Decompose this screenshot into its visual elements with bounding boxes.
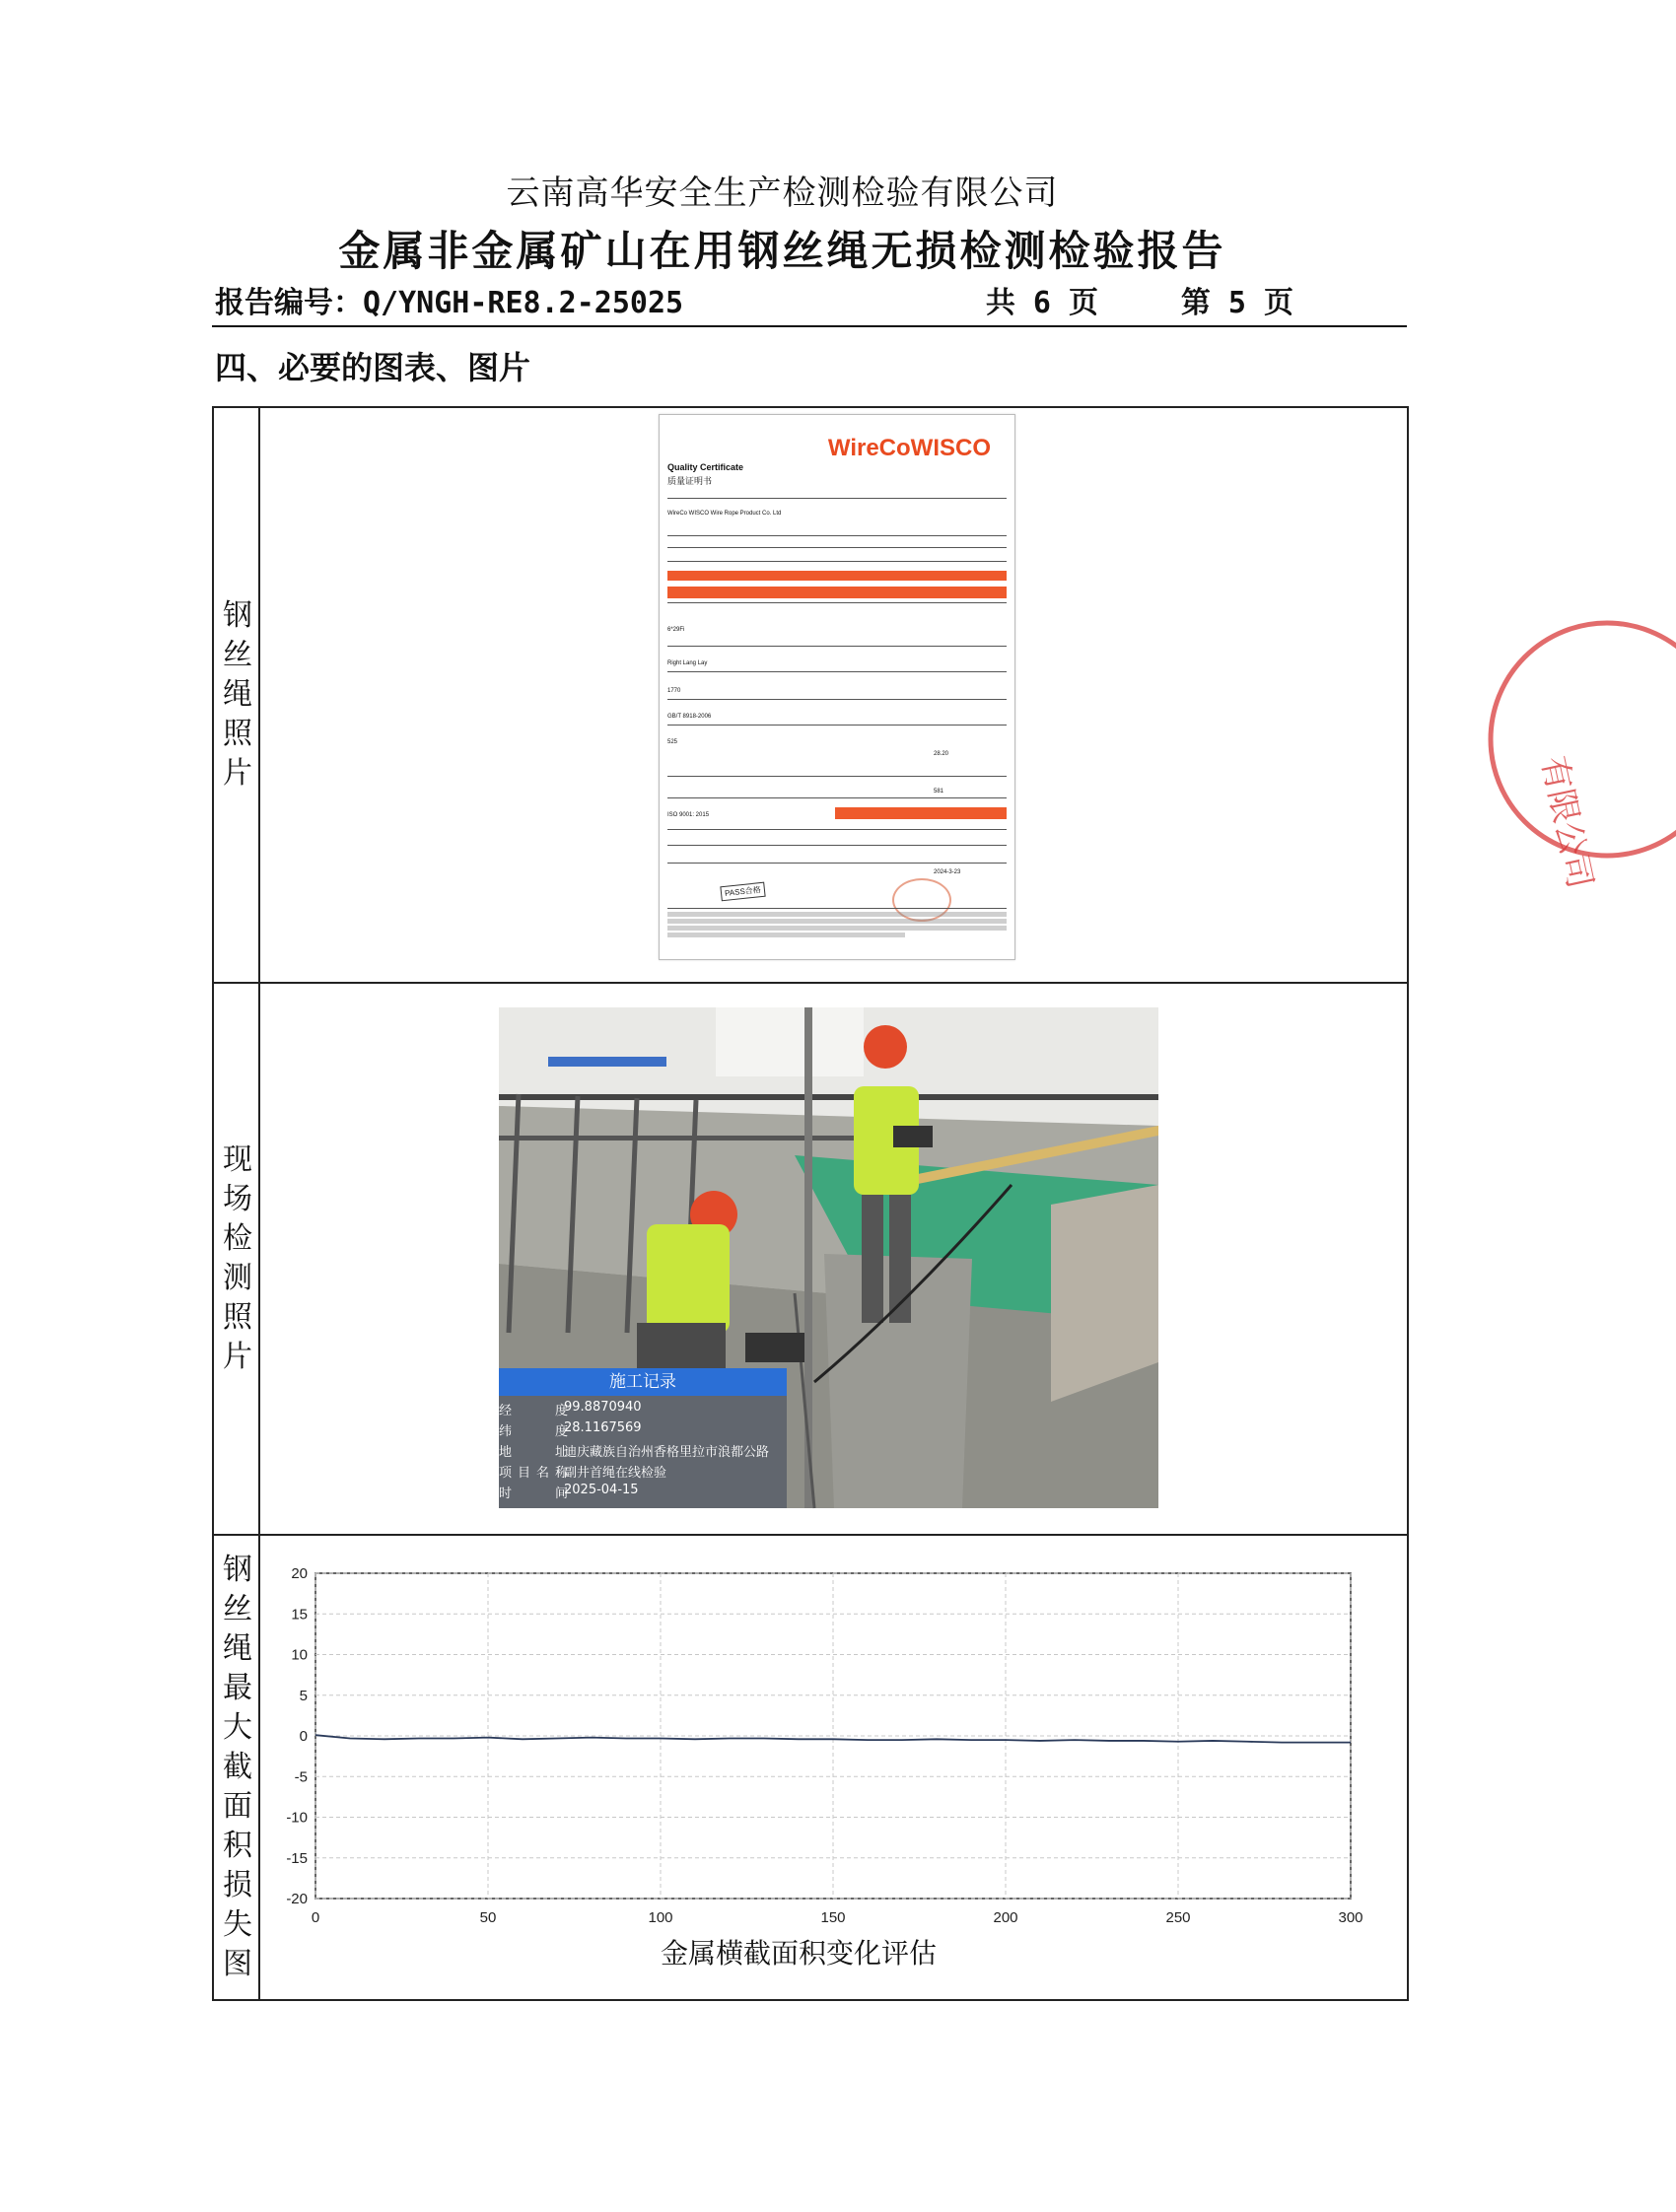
label-char: 钢 — [223, 598, 252, 633]
label-char: 积 — [223, 1829, 252, 1863]
cert-diameter: 28.20 — [934, 751, 949, 757]
row-divider-1 — [212, 982, 1409, 984]
x-tick-label: 100 — [648, 1909, 673, 1926]
report-meta — [215, 278, 1404, 321]
cert-iso: ISO 9001: 2015 — [667, 812, 710, 818]
label-char: 大 — [223, 1710, 252, 1745]
label-char: 照 — [223, 717, 252, 751]
y-tick-label: -20 — [286, 1891, 308, 1907]
label-char: 最 — [223, 1671, 252, 1705]
section-title: 四、必要的图表、图片 — [215, 349, 531, 386]
quality-certificate — [659, 414, 1015, 960]
cert-heading-en: Quality Certificate — [667, 462, 744, 472]
cert-issue-date: 2024-3-23 — [934, 869, 961, 875]
y-tick-label: 20 — [291, 1565, 308, 1582]
loss-chart — [286, 1557, 1380, 1971]
label-char: 片 — [223, 1340, 252, 1374]
field-label: 时间 — [499, 1486, 568, 1501]
header-divider — [212, 325, 1407, 327]
field-label: 经度 — [499, 1404, 568, 1418]
cert-logo: WireCoWISCO — [827, 435, 991, 461]
label-char: 损 — [223, 1868, 252, 1902]
x-tick-label: 50 — [479, 1909, 497, 1926]
label-char: 失 — [223, 1907, 252, 1942]
label-char: 面 — [223, 1789, 252, 1824]
field-label: 地址 — [499, 1445, 568, 1460]
cert-body — [667, 496, 1007, 890]
chart-title: 金属横截面积变化评估 — [660, 1937, 937, 1970]
overlay-title: 施工记录 — [499, 1368, 787, 1396]
cert-breaking-force: 581 — [934, 789, 944, 795]
y-tick-label: 0 — [299, 1728, 308, 1745]
row-label-rope-photo — [216, 408, 259, 982]
cert-footnote — [667, 908, 1007, 937]
label-char: 检 — [223, 1221, 252, 1256]
overlay-info — [499, 1396, 787, 1508]
label-char: 丝 — [223, 1592, 252, 1626]
field-label: 项目名称 — [499, 1466, 568, 1481]
field-value: 28.1167569 — [564, 1420, 642, 1435]
page-current: 第 5 页 — [1180, 286, 1293, 320]
x-tick-label: 0 — [311, 1909, 320, 1926]
field-value: 迪庆藏族自治州香格里拉市浪都公路 — [564, 1445, 770, 1460]
field-label: 纬度 — [499, 1424, 568, 1439]
company-seal — [1479, 611, 1676, 892]
y-tick-label: -15 — [286, 1849, 308, 1867]
label-char: 片 — [223, 756, 252, 791]
cert-manufacturer: WireCo WISCO Wire Rope Product Co. Ltd — [667, 511, 782, 517]
site-inspection-photo — [499, 1007, 1158, 1508]
seal-text: 有限公司 — [1533, 752, 1600, 892]
y-tick-label: 15 — [291, 1606, 308, 1624]
label-char: 丝 — [223, 638, 252, 672]
label-char: 现 — [223, 1142, 252, 1177]
x-tick-label: 300 — [1338, 1909, 1363, 1926]
label-char: 绳 — [223, 677, 252, 712]
x-tick-label: 200 — [993, 1909, 1018, 1926]
cert-heading-cn: 质量证明书 — [667, 476, 713, 486]
row-label-site-photo — [216, 984, 259, 1534]
label-char: 照 — [223, 1300, 252, 1335]
x-tick-label: 250 — [1165, 1909, 1191, 1926]
cert-length: 525 — [667, 739, 678, 745]
y-tick-label: -10 — [286, 1809, 308, 1827]
field-value: 99.8870940 — [564, 1400, 642, 1415]
field-value: 副井首绳在线检验 — [564, 1466, 667, 1481]
company-name: 云南高华安全生产检测检验有限公司 — [506, 173, 1059, 213]
cert-grade: 1770 — [667, 688, 681, 694]
label-char: 场 — [223, 1182, 252, 1216]
cert-construction: 6*29Fi — [667, 627, 685, 633]
report-title: 金属非金属矿山在用钢丝绳无损检测检验报告 — [338, 227, 1226, 275]
row-label-loss-chart — [216, 1536, 259, 1999]
y-tick-label: 10 — [291, 1646, 308, 1664]
cert-standard: GB/T 8918-2006 — [667, 714, 712, 720]
field-value: 2025-04-15 — [564, 1483, 639, 1497]
report-number: 报告编号：Q/YNGH-RE8.2-25025 — [215, 286, 684, 320]
label-char: 测 — [223, 1261, 252, 1295]
y-tick-label: -5 — [294, 1768, 308, 1786]
label-char: 钢 — [223, 1553, 252, 1587]
label-char: 绳 — [223, 1631, 252, 1666]
x-tick-label: 150 — [820, 1909, 846, 1926]
cert-pass-stamp: PASS合格 — [720, 882, 765, 902]
cert-lay-type: Right Lang Lay — [667, 660, 708, 666]
label-char: 图 — [223, 1947, 252, 1981]
page-total: 共 6 页 — [985, 286, 1098, 320]
label-char: 截 — [223, 1750, 252, 1784]
y-tick-label: 5 — [299, 1687, 308, 1704]
row-divider-2 — [212, 1534, 1409, 1536]
